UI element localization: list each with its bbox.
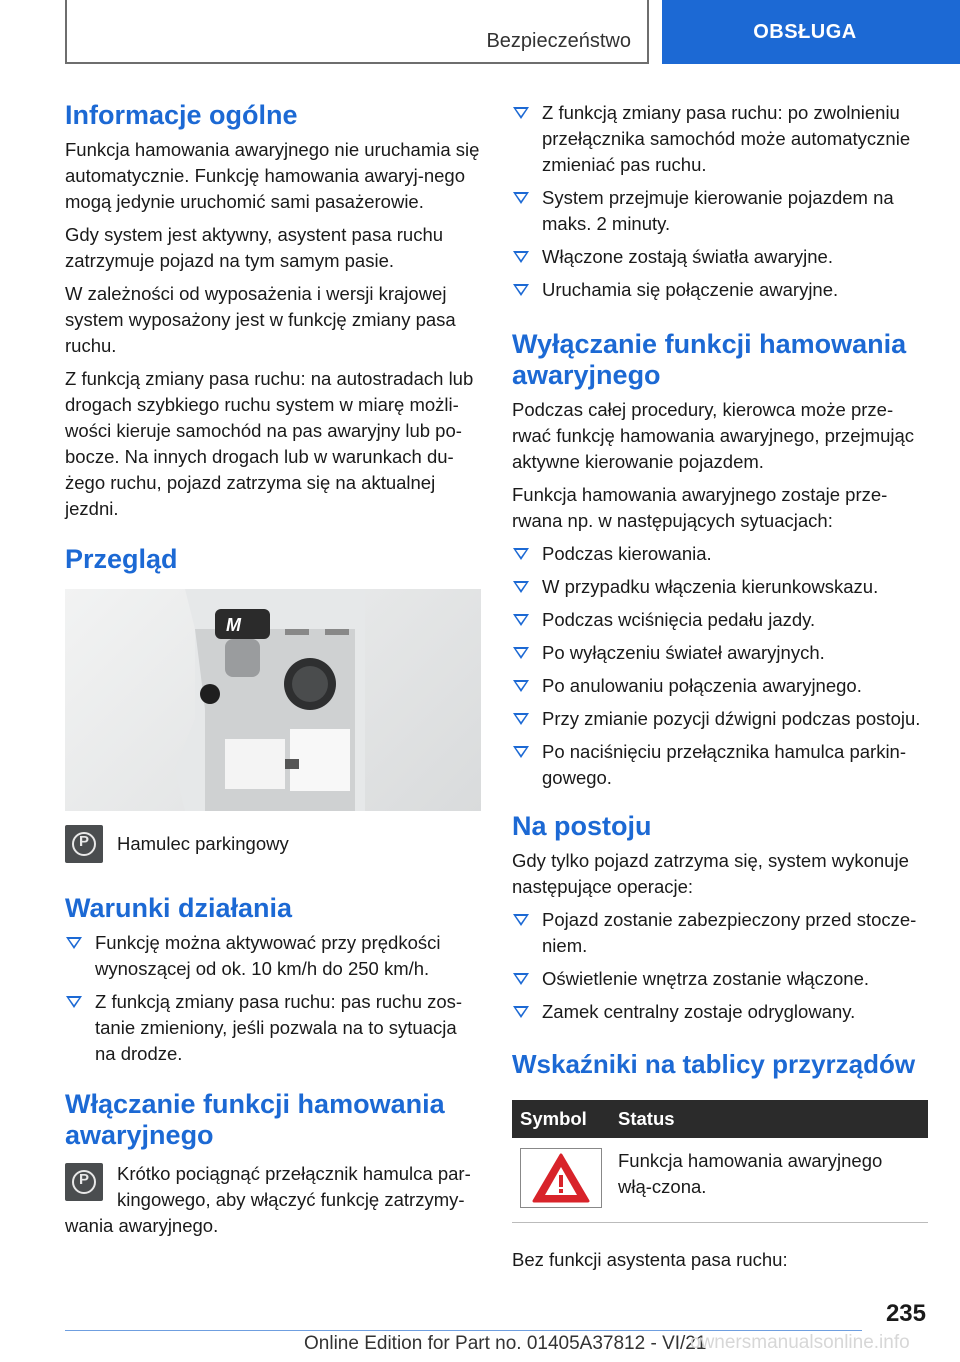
parking-brake-caption: Hamulec parkingowy — [117, 833, 289, 854]
triangle-bullet-icon — [513, 581, 529, 593]
triangle-bullet-icon — [513, 914, 529, 926]
paragraph: Funkcja hamowania awaryjnego zostaje prze-rwana np. w następujących sytuacjach: — [512, 484, 888, 531]
list-item: Funkcję można aktywować przy prędkości wynoszącej od ok. 10 km/h do 250 km/h. — [65, 930, 481, 982]
heading-general: Informacje ogólne — [65, 100, 298, 130]
edition-info: Online Edition for Part no. 01405A37812 - VI/21 — [304, 1333, 707, 1354]
list-item: Po wyłączeniu świateł awaryjnych. — [512, 640, 928, 666]
standstill-list — [512, 907, 928, 1025]
triangle-bullet-icon — [513, 548, 529, 560]
list-item: Włączone zostają światła awaryjne. — [512, 244, 928, 270]
header-section-title: Bezpieczeństwo — [486, 30, 631, 52]
heading-disable: Wyłączanie funkcji hamowania awaryjnego — [512, 329, 907, 390]
table-cell-symbol — [512, 1138, 610, 1223]
list-item: Podczas wciśnięcia pedału jazdy. — [512, 607, 928, 633]
list-item: Pojazd zostanie zabezpieczony przed stocze-niem. — [512, 907, 928, 959]
warning-triangle-icon — [520, 1148, 602, 1208]
parking-brake-icon: P — [65, 825, 103, 863]
triangle-bullet-icon — [513, 713, 529, 725]
m-logo: M — [226, 615, 241, 635]
heading-overview: Przegląd — [65, 544, 178, 574]
table-cell-status: Funkcja hamowania awaryjnego włą-czona. — [610, 1138, 928, 1223]
indicator-table — [512, 1100, 928, 1223]
triangle-bullet-icon — [513, 746, 529, 758]
list-item: Po anulowaniu połączenia awaryjnego. — [512, 673, 928, 699]
parking-brake-icon: P — [65, 1163, 103, 1201]
paragraph: Z funkcją zmiany pasa ruchu: na autostradach lub drogach szybkiego ruchu system w miarę możli-wości kieruje samochód na pas awaryjny lub po-bocze. Na innych drogach lub w warunkach du-żego ruchu, pojazd zatrzyma się na aktualnej jezdni. — [65, 368, 474, 519]
list-item: System przejmuje kierowanie pojazdem na maks. 2 minuty. — [512, 185, 928, 237]
parking-brake-caption-row — [65, 823, 481, 865]
triangle-bullet-icon — [513, 973, 529, 985]
center-console-photo — [65, 589, 481, 811]
right-column — [512, 100, 928, 1280]
triangle-bullet-icon — [513, 192, 529, 204]
triangle-bullet-icon — [513, 107, 529, 119]
table-row — [512, 1138, 928, 1223]
triangle-bullet-icon — [513, 614, 529, 626]
triangle-bullet-icon — [513, 680, 529, 692]
watermark: ownersmanualsonline.info — [690, 1332, 910, 1353]
paragraph: Gdy tylko pojazd zatrzyma się, system wykonuje następujące operacje: — [512, 850, 909, 897]
triangle-bullet-icon — [66, 996, 82, 1008]
paragraph: Gdy system jest aktywny, asystent pasa ruchu zatrzymuje pojazd na tym samym pasie. — [65, 224, 444, 271]
triangle-bullet-icon — [513, 251, 529, 263]
triangle-bullet-icon — [513, 1006, 529, 1018]
paragraph: Funkcja hamowania awaryjnego nie uruchamia się automatycznie. Funkcję hamowania awaryj-nego mogą jedynie uruchomić sami pasażerowie. — [65, 139, 480, 212]
activation-result-list — [512, 100, 928, 303]
table-header-status: Status — [610, 1100, 928, 1138]
heading-conditions: Warunki działania — [65, 893, 293, 923]
paragraph: W zależności od wyposażenia i wersji krajowej system wyposażony jest w funkcję zmiany pasa ruchu. — [65, 283, 456, 356]
page-number: 235 — [885, 1300, 926, 1327]
heading-indicators: Wskaźniki na tablicy przyrządów — [512, 1049, 916, 1079]
list-item: Uruchamia się połączenie awaryjne. — [512, 277, 928, 303]
disable-situations-list — [512, 541, 928, 791]
heading-enable: Włączanie funkcji hamowania awaryjnego — [65, 1089, 445, 1150]
header-chapter-tab[interactable]: OBSŁUGA — [662, 0, 960, 64]
heading-standstill: Na postoju — [512, 811, 652, 841]
list-item: Podczas kierowania. — [512, 541, 928, 567]
conditions-list — [65, 930, 481, 1067]
paragraph: Podczas całej procedury, kierowca może prze-rwać funkcję hamowania awaryjnego, przejmując aktywne kierowanie pojazdem. — [512, 399, 915, 472]
enable-instruction: P Krótko pociągnąć przełącznik hamulca par-kingowego, aby włączyć funkcję zatrzymy-wania awaryjnego. — [65, 1163, 471, 1236]
list-item: Z funkcją zmiany pasa ruchu: po zwolnieniu przełącznika samochód może automatycznie zmieniać pas ruchu. — [512, 100, 928, 178]
list-item: Po naciśnięciu przełącznika hamulca parkin-gowego. — [512, 739, 928, 791]
list-item: W przypadku włączenia kierunkowskazu. — [512, 574, 928, 600]
triangle-bullet-icon — [513, 284, 529, 296]
paragraph: Bez funkcji asystenta pasa ruchu: — [512, 1249, 788, 1270]
header-section-box — [65, 0, 649, 64]
list-item: Przy zmianie pozycji dźwigni podczas postoju. — [512, 706, 928, 732]
triangle-bullet-icon — [513, 647, 529, 659]
list-item: Zamek centralny zostaje odryglowany. — [512, 999, 928, 1025]
footer-divider — [65, 1330, 862, 1331]
center-console-illustration — [65, 589, 481, 811]
table-header-symbol: Symbol — [512, 1100, 610, 1138]
list-item: Z funkcją zmiany pasa ruchu: pas ruchu zos-tanie zmieniony, jeśli pozwala na to sytuacja na drodze. — [65, 989, 481, 1067]
list-item: Oświetlenie wnętrza zostanie włączone. — [512, 966, 928, 992]
triangle-bullet-icon — [66, 937, 82, 949]
left-column — [65, 100, 481, 1246]
